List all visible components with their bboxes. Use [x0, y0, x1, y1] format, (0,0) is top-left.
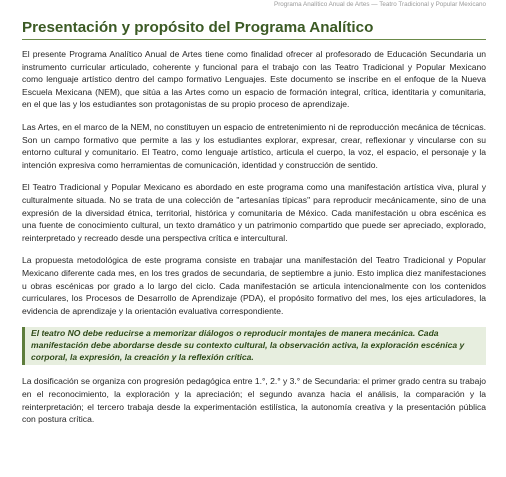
- paragraph-intro: El presente Programa Analítico Anual de Artes tiene como finalidad ofrecer al profesorado de Educación Secundaria un instrumento curricular articulado, coherente y funcional para el trabajo con las Teatro Tradicional y Popular Mexicano como lenguaje artístico dentro del campo formativo Lenguajes. Este documento se inscribe en el enfoque de la Nueva Escuela Mexicana (NEM), que sitúa a las Artes como un espacio de formación integral, crítica, identitaria y comunitaria, en el que las y los estudiantes son protagonistas de su propio proceso de aprendizaje.: [22, 49, 486, 110]
- paragraph-dosificacion: La dosificación se organiza con progresión pedagógica entre 1.°, 2.° y 3.° de Secundaria: el primer grado centra su trabajo en el reconocimiento, la exploración y la apreciación; el segundo avanza hacia el análisis, la comparación y la reinterpretación; el tercero trabaja desde la experimentación estilística, la autonomía creativa y la presentación pública con postura crítica.: [22, 376, 486, 425]
- document-page: [22, 18, 486, 426]
- callout-note: El teatro NO debe reducirse a memorizar diálogos o reproducir montajes de manera mecánica. Cada manifestación debe abordarse desde su contexto cultural, la observación activa, la exploración escénica y corporal, la expresión, la creación y la reflexión crítica.: [22, 327, 486, 365]
- paragraph-teatro-tradicional: El Teatro Tradicional y Popular Mexicano es abordado en este programa como una manifestación artística viva, plural y culturalmente situada. No se trata de una colección de "artesanías típicas" para reproducir mecánicamente, sino de una expresión de la diversidad étnica, territorial, histórica y comunitaria de México. Cada manifestación u obra escénica es una fuente de conocimiento cultural, un texto dramático y un patrimonio compartido que puede ser apreciado, explorado, reinterpretado y recreado desde una perspectiva crítica e intercultural.: [22, 182, 486, 243]
- section-title: Presentación y propósito del Programa Analítico: [22, 18, 486, 40]
- running-header: Programa Analítico Anual de Artes — Teatro Tradicional y Popular Mexicano: [274, 1, 486, 8]
- paragraph-metodologia: La propuesta metodológica de este programa consiste en trabajar una manifestación del Teatro Tradicional y Popular Mexicano diferente cada mes, en los tres grados de secundaria, de septiembre a junio. Esto implica diez manifestaciones u obras escénicas por grado a lo largo del ciclo. Cada manifestación se articula intencionalmente con los contenidos curriculares, los Procesos de Desarrollo de Aprendizaje (PDA), el propósito formativo del mes, los ejes articuladores, la evidencia de aprendizaje y la orientación evaluativa correspondiente.: [22, 255, 486, 316]
- paragraph-arts-nem: Las Artes, en el marco de la NEM, no constituyen un espacio de entretenimiento ni de reproducción mecánica de técnicas. Son un campo formativo que permite a las y los estudiantes explorar, expresar, crear, reflexionar y vincularse con su entorno cultural y comunitario. El Teatro, como lenguaje artístico, articula el cuerpo, la voz, el espacio, el personaje y la intención expresiva como herramientas de comunicación, identidad y construcción de sentido.: [22, 121, 486, 170]
